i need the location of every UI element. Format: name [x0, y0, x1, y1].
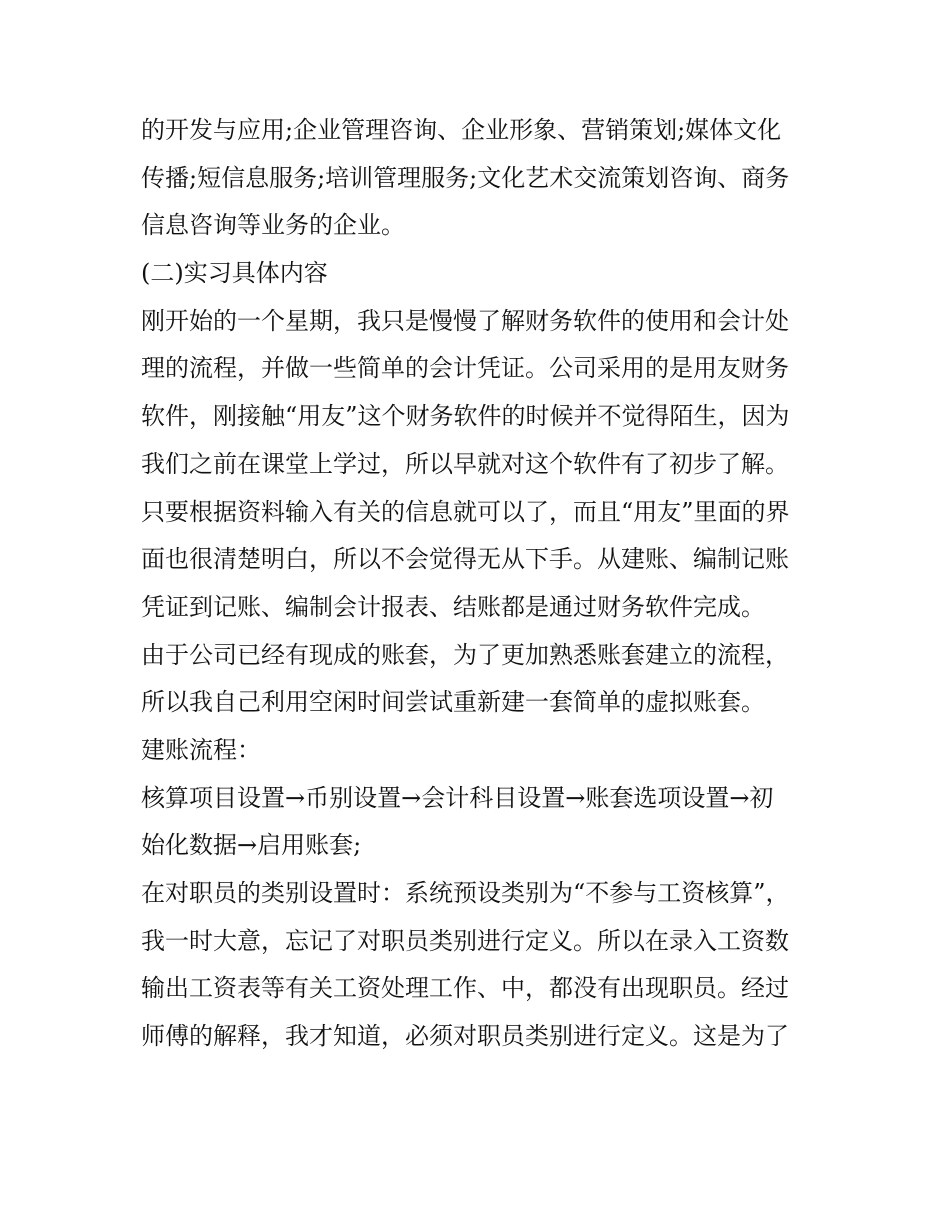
- text-line: 的开发与应用;企业管理咨询、企业形象、营销策划;媒体文化: [141, 116, 782, 144]
- text-line: 软件，刚接触“用友”这个财务软件的时候并不觉得陌生，因为: [141, 402, 790, 431]
- text-line: 所以我自己利用空闲时间尝试重新建一套简单的虚拟账套。: [141, 688, 765, 717]
- text-line: 信息咨询等业务的企业。: [141, 211, 405, 240]
- body-text: [141, 107, 831, 1061]
- text-line: 刚开始的一个星期，我只是慢慢了解财务软件的使用和会计处: [141, 306, 789, 335]
- text-line: 我们之前在课堂上学过，所以早就对这个软件有了初步了解。: [141, 449, 789, 478]
- text-line: 建账流程：: [141, 735, 261, 764]
- text-line: 师傅的解释，我才知道，必须对职员类别进行定义。这是为了: [141, 1022, 789, 1051]
- text-line: 面也很清楚明白，所以不会觉得无从下手。从建账、编制记账: [141, 545, 789, 574]
- text-line: 输出工资表等有关工资处理工作、中，都没有出现职员。经过: [141, 974, 789, 1003]
- text-line: 始化数据→启用账套;: [141, 831, 362, 860]
- text-line: 理的流程，并做一些简单的会计凭证。公司采用的是用友财务: [141, 354, 789, 383]
- text-line: 我一时大意，忘记了对职员类别进行定义。所以在录入工资数: [141, 926, 789, 955]
- text-line: 核算项目设置→币别设置→会计科目设置→账套选项设置→初: [141, 783, 774, 812]
- text-line: 只要根据资料输入有关的信息就可以了，而且“用友”里面的界: [141, 497, 790, 526]
- text-line: 由于公司已经有现成的账套，为了更加熟悉账套建立的流程，: [141, 640, 789, 669]
- text-line: 凭证到记账、编制会计报表、结账都是通过财务软件完成。: [141, 592, 765, 621]
- text-line: 在对职员的类别设置时：系统预设类别为“不参与工资核算”，: [141, 879, 790, 907]
- section-heading: (二)实习具体内容: [141, 259, 328, 288]
- text-line: 传播;短信息服务;培训管理服务;文化艺术交流策划咨询、商务: [141, 163, 790, 192]
